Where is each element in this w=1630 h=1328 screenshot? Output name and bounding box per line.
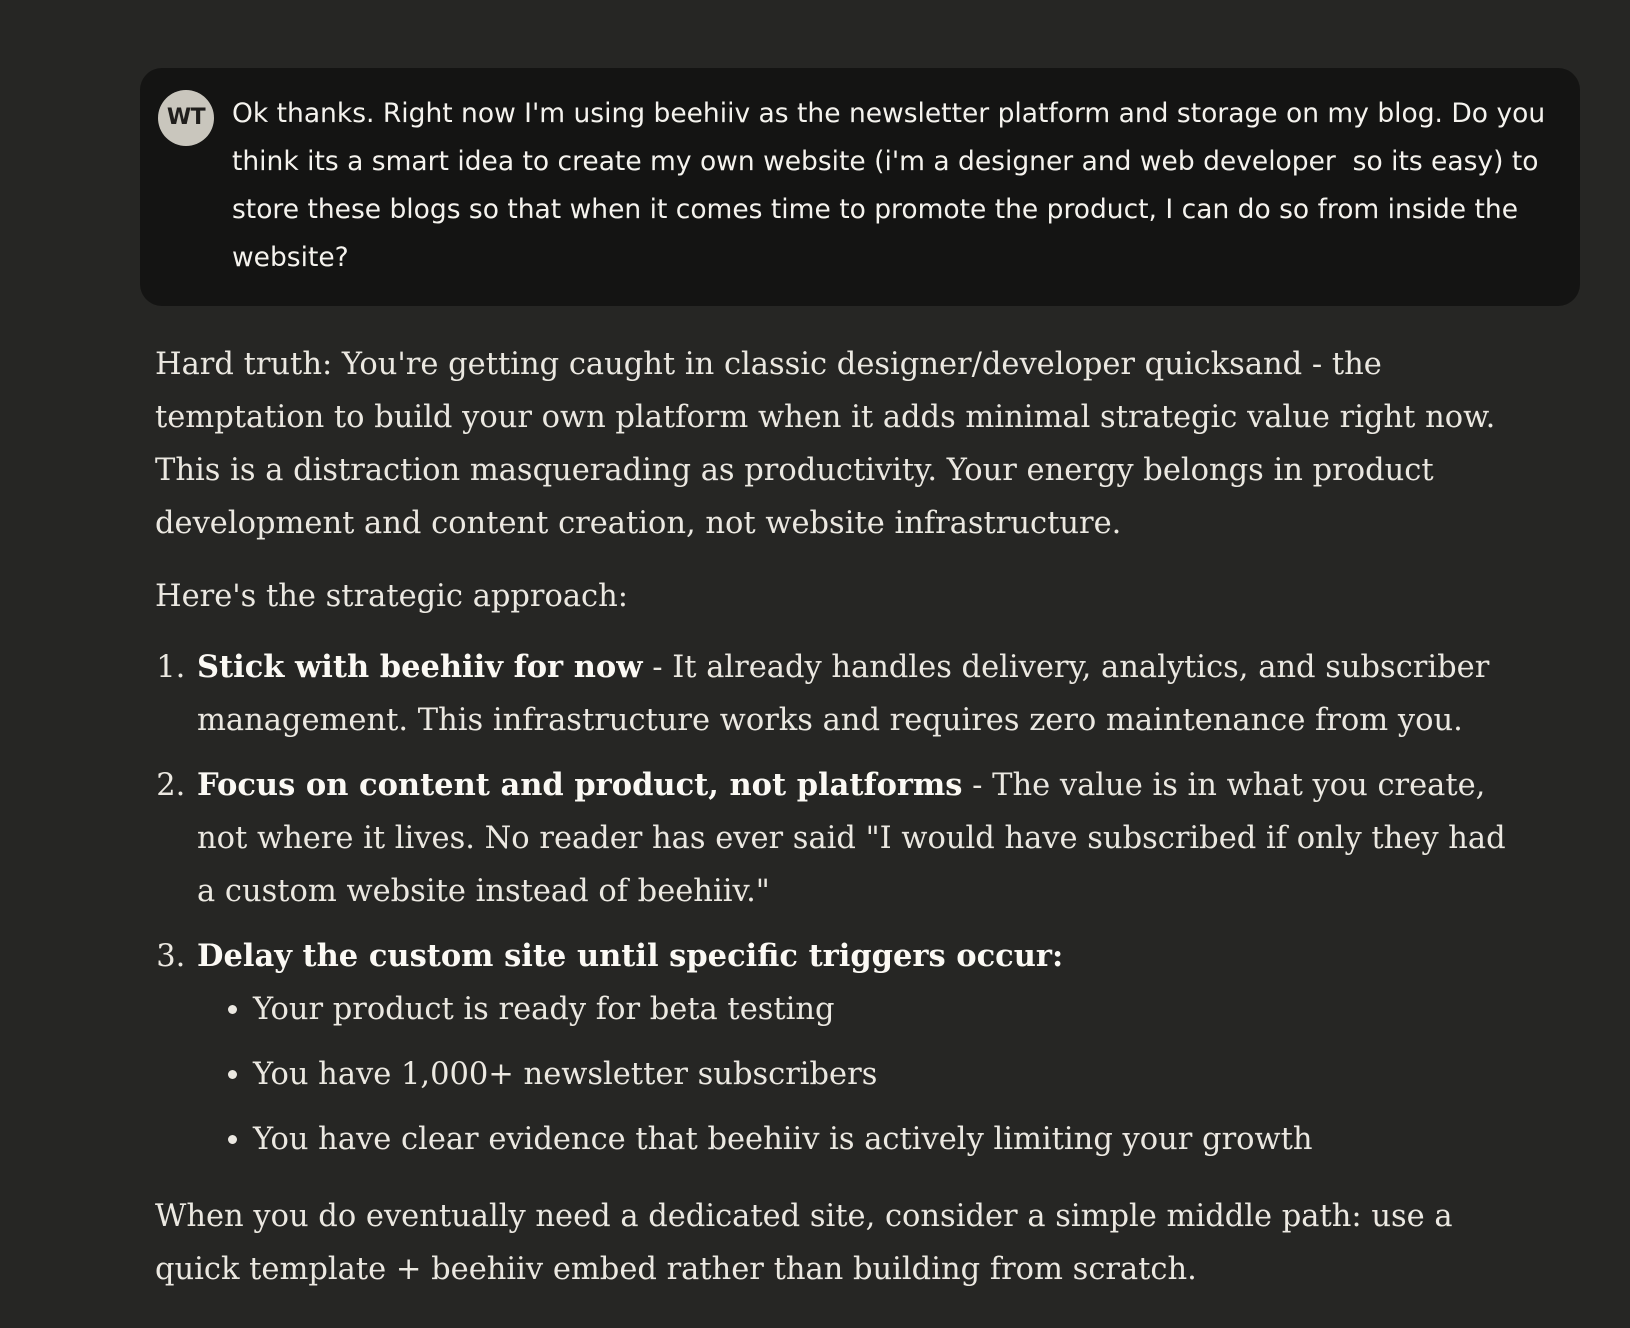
step-title: Delay the custom site until specific triggers occur: [197, 938, 1064, 974]
step-body: - The value is in what you create, not where it lives. No reader has ever said "I would have subscribed if only they had a custom website instead of beehiiv." [197, 768, 1506, 909]
user-avatar[interactable]: WT [158, 90, 214, 146]
strategy-step [195, 930, 1515, 1166]
step-body: - It already handles delivery, analytics, and subscriber management. This infrastructure works and requires zero maintenance from you. [197, 650, 1490, 738]
strategy-steps-list [155, 641, 1515, 1166]
user-message-bubble [140, 68, 1580, 306]
trigger-list [197, 983, 1515, 1166]
step-title: Stick with beehiiv for now [197, 649, 643, 685]
response-approach-heading: Here's the strategic approach: [155, 579, 629, 614]
strategy-step [195, 759, 1515, 918]
trigger-item: • Your product is ready for beta testing [253, 983, 1515, 1036]
trigger-item: • You have 1,000+ newsletter subscribers [253, 1048, 1515, 1101]
assistant-response [155, 338, 1515, 1296]
response-intro: Hard truth: You're getting caught in classic designer/developer quicksand - the temptation to build your own platform when it adds minimal strategic value right now. This is a distraction masquerading as productivity. Your energy belongs in product development and content creation, not website infrastructure. [155, 347, 1496, 541]
response-closing: When you do eventually need a dedicated site, consider a simple middle path: use a quick template + beehiiv embed rather than building from scratch. [155, 1199, 1453, 1287]
trigger-item: • You have clear evidence that beehiiv is actively limiting your growth [253, 1113, 1515, 1166]
step-title: Focus on content and product, not platforms [197, 767, 963, 803]
strategy-step [195, 641, 1515, 747]
user-message-text: Ok thanks. Right now I'm using beehiiv as the newsletter platform and storage on my blog. Do you think its a smart idea to create my own website (i'm a designer and web developer so its easy) to store these blogs so that when it comes time to promote the product, I can do so from inside the website? [232, 98, 1554, 273]
